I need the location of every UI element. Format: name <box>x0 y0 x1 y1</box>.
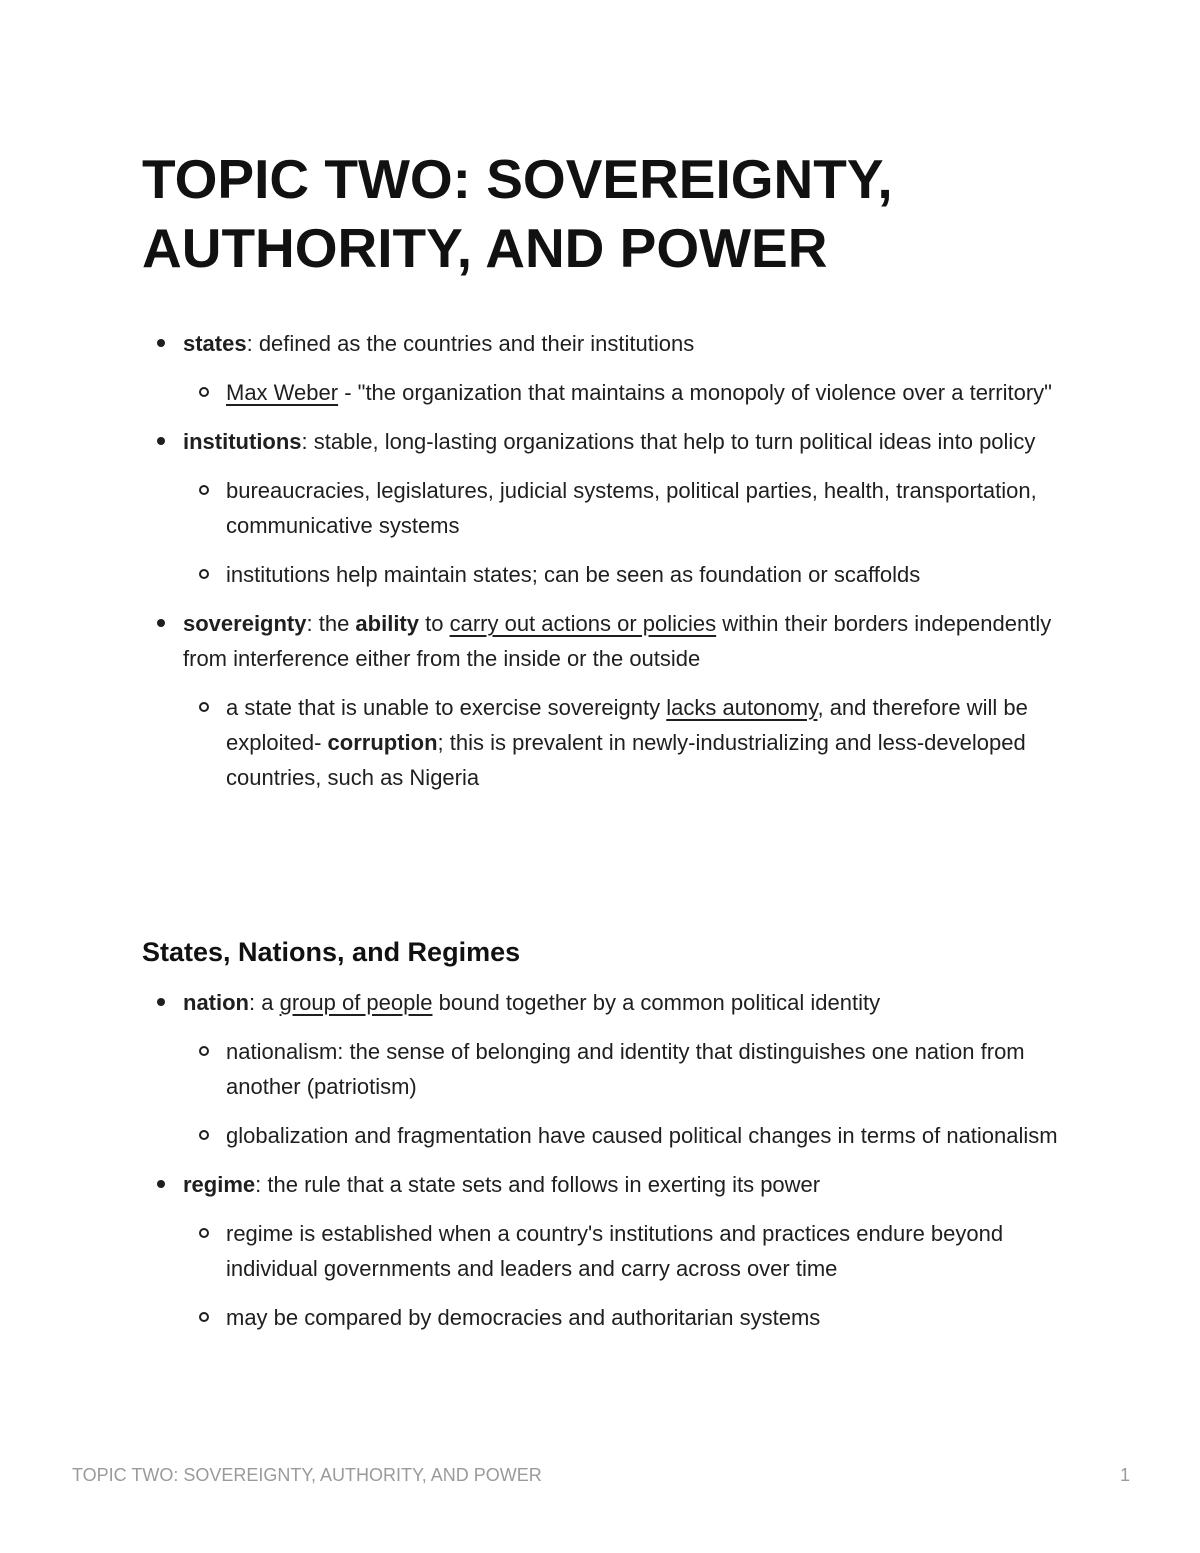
sub-item-globalization: globalization and fragmentation have caused political changes in terms of nationalism <box>0 1118 1062 1153</box>
hollow-bullet-icon <box>199 1228 209 1238</box>
list-item-nation: nation: a group of people bound together by a common political identity <box>0 985 1063 1020</box>
term-regime: regime <box>183 1172 256 1197</box>
sub-item-nationalism: nationalism: the sense of belonging and identity that distinguishes one nation from another (patriotism) <box>0 1034 1062 1104</box>
list-item-institutions: institutions: stable, long-lasting organizations that help to turn political ideas into policy <box>0 424 1063 459</box>
sub-item-regime-established: regime is established when a country's institutions and practices endure beyond individual governments and leaders and carry across over time <box>0 1216 1062 1286</box>
bullet-icon <box>157 437 165 445</box>
term-states: states <box>183 331 247 356</box>
section-heading: States, Nations, and Regimes <box>142 937 521 967</box>
list-item-states: states: defined as the countries and their institutions <box>0 326 1063 361</box>
bullet-icon <box>157 998 165 1006</box>
term-institutions: institutions <box>183 429 302 454</box>
hollow-bullet-icon <box>199 569 209 579</box>
page-title: TOPIC TWO: SOVEREIGNTY, AUTHORITY, AND POWER <box>142 148 893 279</box>
max-weber-link[interactable]: Max Weber <box>226 380 339 405</box>
hollow-bullet-icon <box>199 387 209 397</box>
hollow-bullet-icon <box>199 1046 209 1056</box>
sub-item-regime-compared: may be compared by democracies and authoritarian systems <box>0 1300 1062 1335</box>
bullet-icon <box>157 619 165 627</box>
sub-item-institution-types: bureaucracies, legislatures, judicial systems, political parties, health, transportation, communicative systems <box>0 473 1062 543</box>
definitions-list-1 <box>0 326 1200 795</box>
hollow-bullet-icon <box>199 1130 209 1140</box>
sub-item-institutions-maintain: institutions help maintain states; can be seen as foundation or scaffolds <box>0 557 1062 592</box>
hollow-bullet-icon <box>199 485 209 495</box>
hollow-bullet-icon <box>199 1312 209 1322</box>
definitions-list-2 <box>0 985 1200 1335</box>
hollow-bullet-icon <box>199 702 209 712</box>
sub-item-weber: Max Weber - "the organization that maintains a monopoly of violence over a territory" <box>0 375 1062 410</box>
bullet-icon <box>157 339 165 347</box>
list-item-sovereignty: sovereignty: the ability to carry out actions or policies within their borders independently from interference either from the inside or the outside <box>0 606 1063 676</box>
term-sovereignty: sovereignty <box>183 611 307 636</box>
list-item-regime: regime: the rule that a state sets and follows in exerting its power <box>0 1167 1063 1202</box>
footer-title: TOPIC TWO: SOVEREIGNTY, AUTHORITY, AND POWER <box>72 1465 542 1485</box>
term-nation: nation <box>183 990 249 1015</box>
bullet-icon <box>157 1180 165 1188</box>
sub-item-autonomy: a state that is unable to exercise sovereignty lacks autonomy, and therefore will be exploited- corruption; this is prevalent in newly-industrializing and less-developed countries, such as Nigeria <box>0 690 1062 795</box>
page-number: 1 <box>1119 1465 1130 1485</box>
